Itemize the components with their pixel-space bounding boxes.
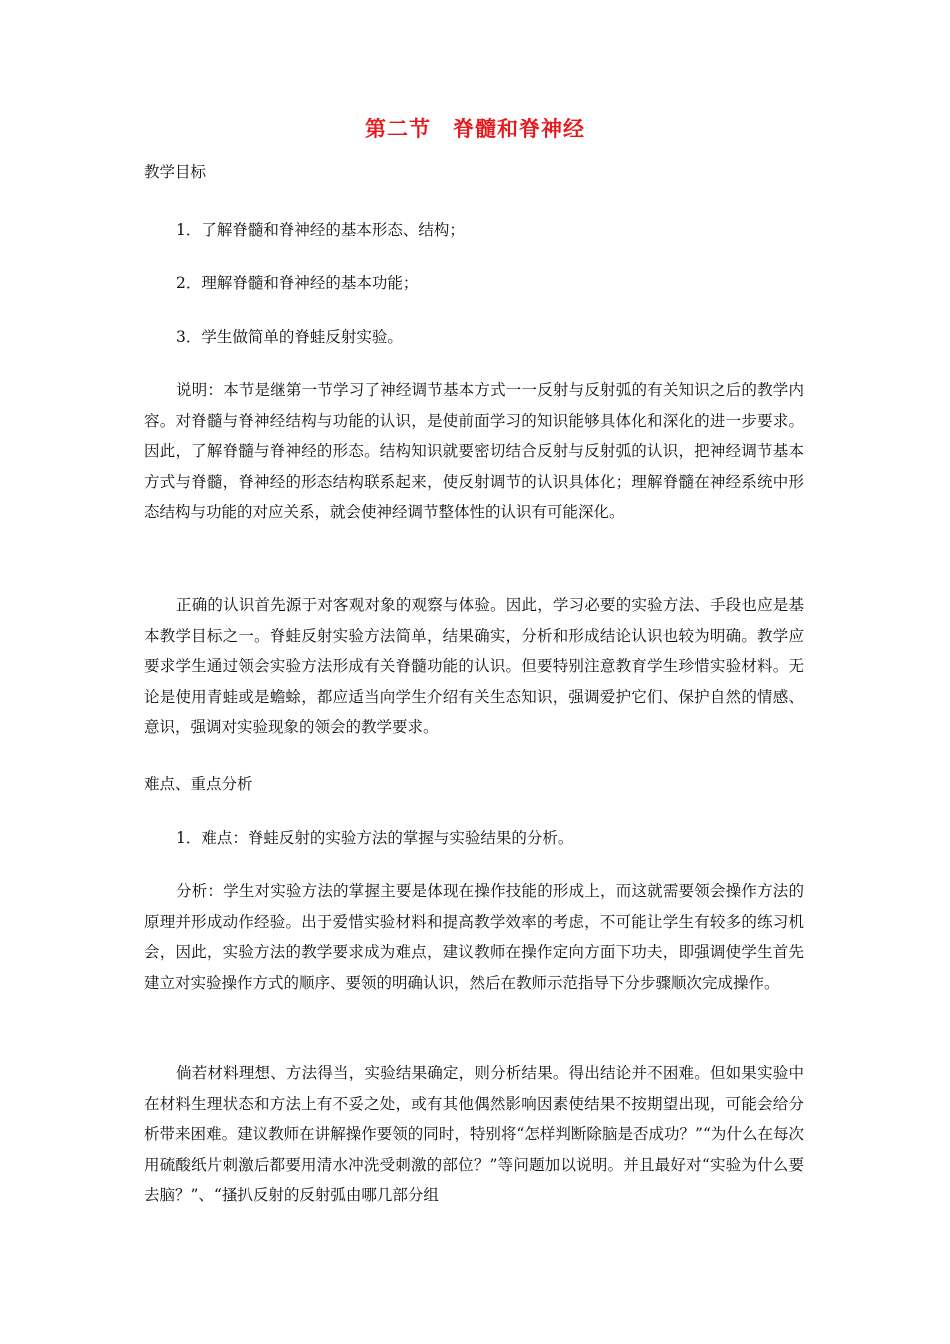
page-title: 第二节 脊髓和脊神经	[365, 117, 585, 141]
explanation-paragraph-2: 正确的认识首先源于对客观对象的观察与体验。因此，学习必要的实验方法、手段也应是基本教学目标之一。脊蛙反射实验方法简单，结果确实，分析和形成结论认识也较为明确。教学应要求学生通过领会实验方法形成有关脊髓功能的认识。但要特别注意教育学生珍惜实验材料。无论是使用青蛙或是蟾蜍，都应适当向学生介绍有关生态知识，强调爱护它们、保护自然的情感、意识，强调对实验现象的领会的教学要求。	[144, 596, 804, 736]
objective-item-2: 2．理解脊髓和脊神经的基本功能；	[176, 274, 419, 292]
analysis-paragraph-1: 分析：学生对实验方法的掌握主要是体现在操作技能的形成上，而这就需要领会操作方法的原理并形成动作经验。出于爱惜实验材料和提高教学效率的考虑，不可能让学生有较多的练习机会，因此，实验方法的教学要求成为难点，建议教师在操作定向方面下功夫，即强调使学生首先建立对实验操作方式的顺序、要领的明确认识，然后在教师示范指导下分步骤顺次完成操作。	[144, 882, 804, 992]
analysis-paragraph-2: 倘若材料理想、方法得当，实验结果确定，则分析结果。得出结论并不困难。但如果实验中在材料生理状态和方法上有不妥之处，或有其他偶然影响因素使结果不按期望出现，可能会给分析带来困难。建议教师在讲解操作要领的同时，特别将“怎样判断除脑是否成功？”“为什么在每次用硫酸纸片刺激后都要用清水冲洗受刺激的部位？”等问题加以说明。并且最好对“实验为什么要去脑？”、“搔扒反射的反射弧由哪几部分组	[144, 1064, 804, 1204]
objective-item-1: 1．了解脊髓和脊神经的基本形态、结构；	[176, 221, 465, 239]
objective-item-3: 3．学生做简单的脊蛙反射实验。	[176, 328, 403, 346]
section-heading-difficulty: 难点、重点分析	[144, 775, 253, 793]
difficulty-item-1: 1．难点：脊蛙反射的实验方法的掌握与实验结果的分析。	[176, 829, 574, 847]
section-heading-objectives: 教学目标	[144, 163, 207, 181]
explanation-paragraph-1: 说明：本节是继第一节学习了神经调节基本方式一一反射与反射弧的有关知识之后的教学内容。对脊髓与脊神经结构与功能的认识，是使前面学习的知识能够具体化和深化的进一步要求。因此，了解脊髓与脊神经的形态。结构知识就要密切结合反射与反射弧的认识，把神经调节基本方式与脊髓，脊神经的形态结构联系起来，使反射调节的认识具体化；理解脊髓在神经系统中形态结构与功能的对应关系，就会使神经调节整体性的认识有可能深化。	[144, 381, 804, 521]
